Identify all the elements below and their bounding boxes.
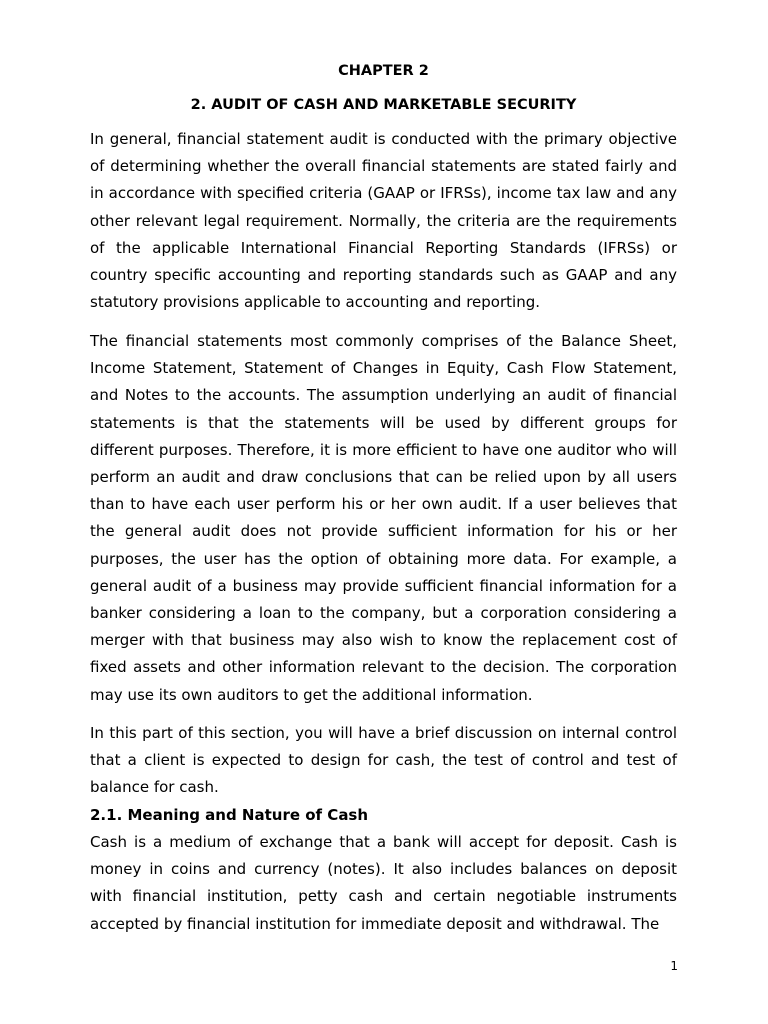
section-heading: 2.1. Meaning and Nature of Cash [90,806,369,824]
chapter-title: 2. AUDIT OF CASH AND MARKETABLE SECURITY [190,97,577,113]
chapter-label: CHAPTER 2 [338,63,429,79]
paragraph-intro: In general, financial statement audit is conducted with the primary objective of determining whether the overall financial statements are stated fairly and in accordance with specified criteria (GAAP or IFRSs), income tax law and any other relevant legal requirement. Normally, the criteria are the requirements of the applicable International Financial Reporting Standards (IFRSs) or country specific accounting and reporting standards such as GAAP and any statutory provisions applicable to accounting and reporting. [90,130,677,312]
paragraph-meaning-of-cash: Cash is a medium of exchange that a bank will accept for deposit. Cash is money in coins and currency (notes). It also includes balances on deposit with financial institution, petty cash and certain negotiable instruments accepted by financial institution for immediate deposit and withdrawal. The [90,833,677,933]
paragraph-section-overview: In this part of this section, you will have a brief discussion on internal control that a client is expected to design for cash, the test of control and test of balance for cash. [90,724,677,797]
paragraph-financial-statements: The financial statements most commonly comprises of the Balance Sheet, Income Statement, Statement of Changes in Equity, Cash Flow Statement, and Notes to the accounts. The assumption underlying an audit of financial statements is that the statements will be used by different groups for different purposes. Therefore, it is more efficient to have one auditor who will perform an audit and draw conclusions that can be relied upon by all users than to have each user perform his or her own audit. If a user believes that the general audit does not provide sufficient information for his or her purposes, the user has the option of obtaining more data. For example, a general audit of a business may provide sufficient financial information for a banker considering a loan to the company, but a corporation considering a merger with that business may also wish to know the replacement cost of fixed assets and other information relevant to the decision. The corporation may use its own auditors to get the additional information. [90,332,677,704]
page-number: 1 [670,959,678,973]
